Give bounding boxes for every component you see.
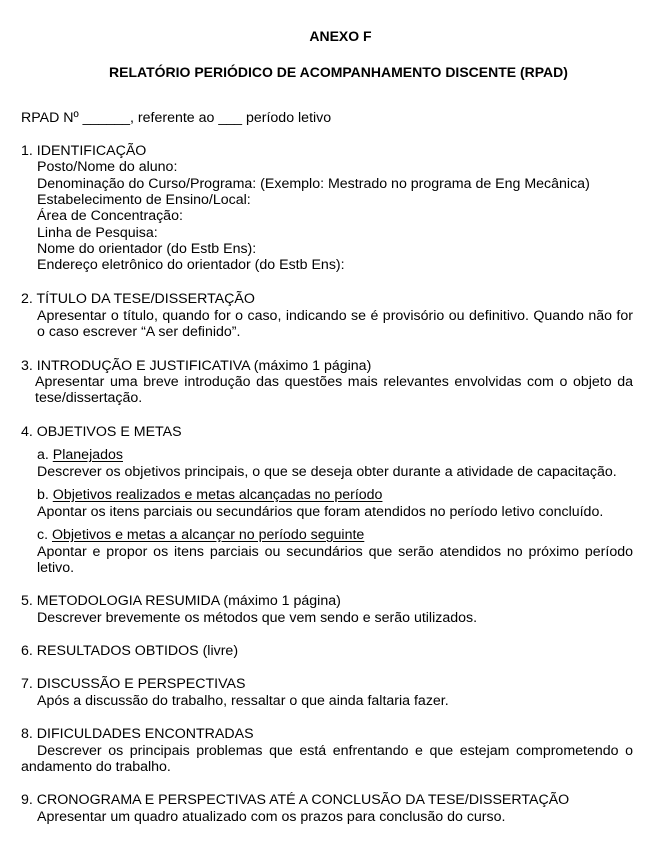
section-7-text: Após a discussão do trabalho, ressaltar o que ainda faltaria fazer. bbox=[37, 693, 449, 709]
subsection-4c-label: Objetivos e metas a alcançar no período seguinte bbox=[51, 527, 365, 543]
field-course-name: Denominação do Curso/Programa: (Exemplo: Mestrado no programa de Eng Mecânica) bbox=[37, 176, 590, 192]
field-institution: Estabelecimento de Ensino/Local: bbox=[37, 192, 251, 208]
section-3-heading: 3. INTRODUÇÃO E JUSTIFICATIVA (máximo 1 página) bbox=[21, 358, 372, 374]
field-concentration-area: Área de Concentração: bbox=[37, 208, 183, 224]
subsection-4a-label: Planejados bbox=[52, 447, 123, 463]
section-2-heading: 2. TÍTULO DA TESE/DISSERTAÇÃO bbox=[21, 291, 255, 307]
subsection-4b-text: Apontar os itens parciais ou secundários que foram atendidos no período letivo concluído. bbox=[37, 504, 604, 520]
subsection-4b-title: b. Objetivos realizados e metas alcançadas no período bbox=[37, 487, 383, 503]
subsection-4c-text: Apontar e propor os itens parciais ou secundários que serão atendidos no próximo período letivo. bbox=[37, 544, 633, 577]
section-1-heading: 1. IDENTIFICAÇÃO bbox=[21, 143, 147, 159]
subsection-4a-text: Descrever os objetivos principais, o que se deseja obter durante a atividade de capacitação. bbox=[37, 464, 617, 480]
field-student-name: Posto/Nome do aluno: bbox=[37, 159, 178, 175]
section-9-text: Apresentar um quadro atualizado com os prazos para conclusão do curso. bbox=[37, 809, 506, 825]
subsection-4b-label: Objetivos realizados e metas alcançadas no período bbox=[52, 487, 383, 503]
section-8-text: Descrever os principais problemas que está enfrentando e que estejam comprometendo o andamento do trabalho. bbox=[21, 743, 633, 776]
section-5-text: Descrever brevemente os métodos que vem sendo e serão utilizados. bbox=[37, 610, 478, 626]
section-8-heading: 8. DIFICULDADES ENCONTRADAS bbox=[21, 726, 254, 742]
document-title: RELATÓRIO PERIÓDICO DE ACOMPANHAMENTO DISCENTE (RPAD) bbox=[109, 64, 568, 80]
section-9-heading: 9. CRONOGRAMA E PERSPECTIVAS ATÉ A CONCLUSÃO DA TESE/DISSERTAÇÃO bbox=[21, 792, 570, 808]
section-5-heading: 5. METODOLOGIA RESUMIDA (máximo 1 página) bbox=[21, 593, 341, 609]
section-7-heading: 7. DISCUSSÃO E PERSPECTIVAS bbox=[21, 676, 246, 692]
annex-label: ANEXO F bbox=[309, 28, 372, 44]
field-advisor-email: Endereço eletrônico do orientador (do Estb Ens): bbox=[37, 257, 345, 273]
subsection-4a-title: a. Planejados bbox=[37, 447, 123, 463]
section-2-text: Apresentar o título, quando for o caso, indicando se é provisório ou definitivo. Quando não for o caso escrever “A ser definido”. bbox=[37, 308, 633, 341]
section-3-text: Apresentar uma breve introdução das questões mais relevantes envolvidas com o objeto da tese/dissertação. bbox=[35, 374, 633, 407]
section-6-heading: 6. RESULTADOS OBTIDOS (livre) bbox=[21, 643, 239, 659]
rpad-line: RPAD Nº ______, referente ao ___ período letivo bbox=[21, 110, 332, 126]
subsection-4c-title: c. Objetivos e metas a alcançar no período seguinte bbox=[37, 527, 365, 543]
field-research-line: Linha de Pesquisa: bbox=[37, 225, 158, 241]
section-4-heading: 4. OBJETIVOS E METAS bbox=[21, 424, 182, 440]
field-advisor-name: Nome do orientador (do Estb Ens): bbox=[37, 241, 257, 257]
